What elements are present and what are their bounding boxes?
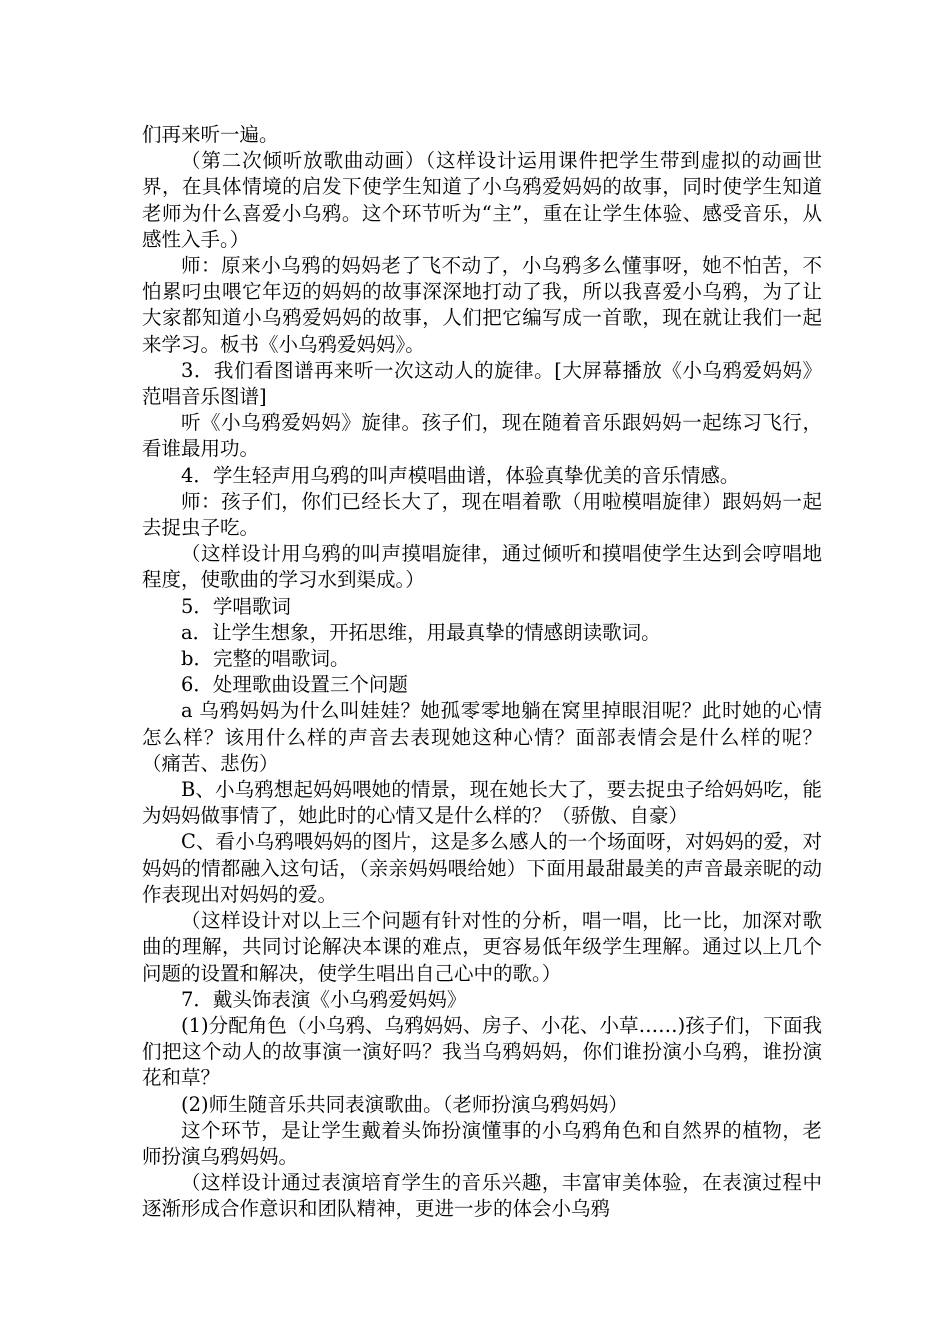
paragraph: （这样设计用乌鸦的叫声摸唱旋律，通过倾听和摸唱使学生达到会哼唱地程度，使歌曲的学习水到渠成。）: [142, 542, 822, 592]
paragraph: 5．学唱歌词: [181, 594, 291, 618]
paragraph: (1)分配角色（小乌鸦、乌鸦妈妈、房子、小花、小草……)孩子们，下面我们把这个动人的故事演一演好吗？我当乌鸦妈妈，你们谁扮演小乌鸦，谁扮演花和草？: [142, 1013, 822, 1090]
paragraph: （这样设计通过表演培育学生的音乐兴趣，丰富审美体验，在表演过程中逐渐形成合作意识和团队精神，更进一步的体会小乌鸦: [142, 1171, 822, 1221]
paragraph: 7．戴头饰表演《小乌鸦爱妈妈》: [181, 987, 467, 1011]
paragraph: （这样设计对以上三个问题有针对性的分析，唱一唱，比一比，加深对歌曲的理解，共同讨论解决本课的难点，更容易低年级学生理解。通过以上几个问题的设置和解决，使学生唱出自己心中的歌。）: [142, 909, 822, 985]
document-body: [142, 122, 822, 1223]
paragraph: C、看小乌鸦喂妈妈的图片，这是多么感人的一个场面呀，对妈妈的爱，对妈妈的情都融入这句话，（亲亲妈妈喂给她）下面用最甜最美的声音最亲昵的动作表现出对妈妈的爱。: [142, 830, 822, 906]
paragraph: 6．处理歌曲设置三个问题: [181, 673, 408, 697]
paragraph: a 乌鸦妈妈为什么叫娃娃？她孤零零地躺在窝里掉眼泪呢？此时她的心情怎么样？该用什么样的声音去表现她这种心情？面部表情会是什么样的呢？（痛苦、悲伤）: [142, 699, 822, 775]
paragraph: b．完整的唱歌词。: [181, 647, 350, 671]
paragraph: 听《小乌鸦爱妈妈》旋律。孩子们，现在随着音乐跟妈妈一起练习飞行，看谁最用功。: [142, 411, 822, 461]
paragraph: （第二次倾听放歌曲动画）（这样设计运用课件把学生带到虚拟的动画世界，在具体情境的启发下使学生知道了小乌鸦爱妈妈的故事，同时使学生知道老师为什么喜爱小乌鸦。这个环节听为“主”，重在让学生体验、感受音乐，从感性入手。）: [142, 149, 822, 251]
paragraph: 4．学生轻声用乌鸦的叫声模唱曲谱，体验真挚优美的音乐情感。: [181, 463, 740, 487]
paragraph: 师：原来小乌鸦的妈妈老了飞不动了，小乌鸦多么懂事呀，她不怕苦，不怕累叼虫喂它年迈的妈妈的故事深深地打动了我，所以我喜爱小乌鸦，为了让大家都知道小乌鸦爱妈妈的故事，人们把它编写成一首歌，现在就让我们一起来学习。板书《小乌鸦爱妈妈》。: [142, 254, 822, 356]
paragraph: 师：孩子们，你们已经长大了，现在唱着歌（用啦模唱旋律）跟妈妈一起去捉虫子吃。: [142, 489, 822, 540]
paragraph: (2)师生随音乐共同表演歌曲。（老师扮演乌鸦妈妈）: [181, 1092, 628, 1116]
paragraph: B、小乌鸦想起妈妈喂她的情景，现在她长大了，要去捉虫子给妈妈吃，能为妈妈做事情了，她此时的心情又是什么样的？（骄傲、自豪）: [142, 778, 822, 828]
paragraph: 们再来听一遍。: [142, 123, 279, 146]
paragraph: 这个环节，是让学生戴着头饰扮演懂事的小乌鸦角色和自然界的植物，老师扮演乌鸦妈妈。: [142, 1118, 822, 1168]
paragraph: a．让学生想象，开拓思维，用最真挚的情感朗读歌词。: [181, 620, 661, 644]
paragraph: 3．我们看图谱再来听一次这动人的旋律。[大屏幕播放《小乌鸦爱妈妈》范唱音乐图谱]: [142, 358, 822, 409]
